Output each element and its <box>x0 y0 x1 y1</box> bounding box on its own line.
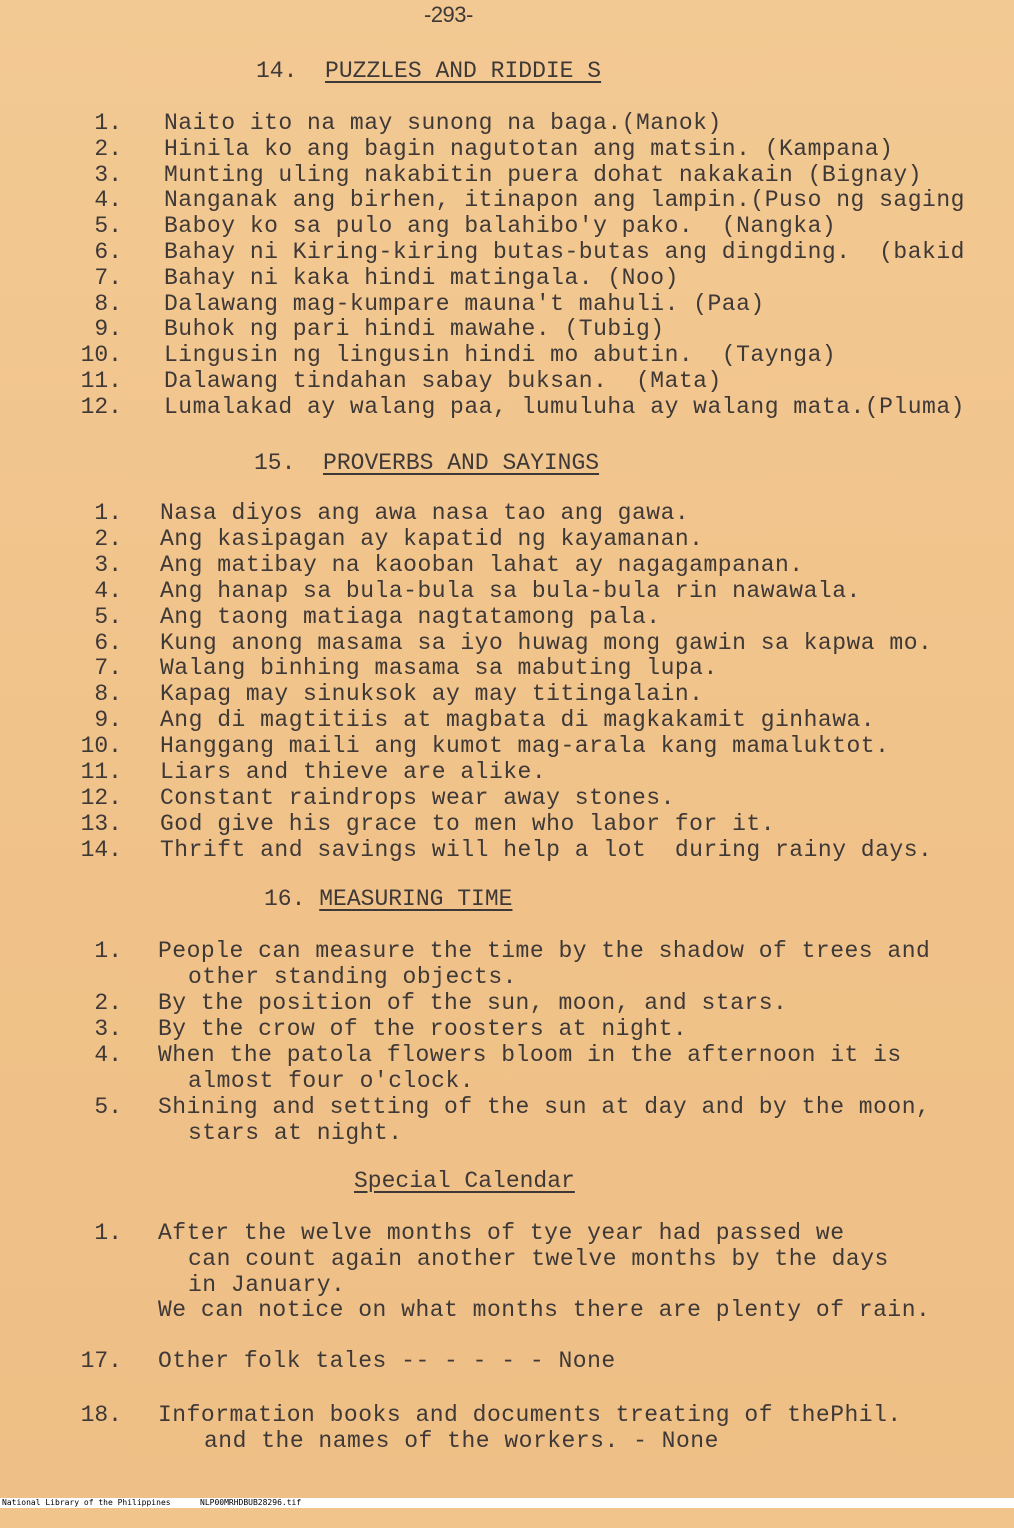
proverb-item-text: Walang binhing masama sa mabuting lupa. <box>160 655 718 682</box>
riddle-item-number: 12. <box>80 393 122 420</box>
measuring-item-number: 4. <box>94 1042 122 1068</box>
measuring-item-continuation: almost four o'clock. <box>188 1068 475 1094</box>
riddle-item-number: 11. <box>80 368 122 394</box>
proverb-item-text: Ang di magtitiis at magbata di magkakamit ginhawa. <box>160 707 876 734</box>
measuring-item-number: 5. <box>94 1094 122 1120</box>
measuring-item-number: 3. <box>94 1016 122 1042</box>
section-15-number: 15. <box>254 450 296 476</box>
proverb-item-text: Nasa diyos ang awa nasa tao ang gawa. <box>160 500 690 526</box>
proverb-item-number: 14. <box>80 836 122 863</box>
proverb-item-text: Ang kasipagan ay kapatid ng kayamanan. <box>160 525 704 552</box>
special-calendar-title: Special Calendar <box>354 1168 575 1194</box>
section-18-line: and the names of the workers. - None <box>204 1428 719 1454</box>
proverb-item-number: 10. <box>80 733 122 760</box>
section-14-heading <box>256 58 601 84</box>
riddle-item-number: 6. <box>94 239 122 265</box>
riddle-item-text: Lumalakad ay walang paa, lumuluha ay walang mata.(Pluma) <box>164 393 965 420</box>
riddle-item-number: 2. <box>94 135 122 162</box>
proverb-item-text: Thrift and savings will help a lot during rainy days. <box>160 836 933 863</box>
footer-filename: NLP00MRHDBUB28296.tif <box>200 1498 302 1507</box>
riddle-item-text: Naito ito na may sunong na baga.(Manok) <box>164 110 722 136</box>
proverb-item-text: Ang taong matiaga nagtatamong pala. <box>160 603 661 630</box>
proverb-item-number: 6. <box>94 629 122 656</box>
calendar-item-line: We can notice on what months there are plenty of rain. <box>158 1297 931 1323</box>
proverb-item-text: Kung anong masama sa iyo huwag mong gawin sa kapwa mo. <box>160 629 933 656</box>
riddle-item-number: 4. <box>94 187 122 214</box>
calendar-item-line: in January. <box>188 1272 346 1298</box>
calendar-item-line: After the welve months of tye year had passed we <box>158 1220 845 1246</box>
section-14-number: 14. <box>256 58 298 84</box>
proverb-item-number: 5. <box>94 603 122 630</box>
measuring-item-text: Shining and setting of the sun at day and by the moon, <box>158 1094 931 1120</box>
proverb-item-number: 9. <box>94 707 122 734</box>
measuring-item-number: 1. <box>94 938 122 964</box>
measuring-item-text: People can measure the time by the shadow of trees and <box>158 938 931 964</box>
proverb-item-number: 12. <box>80 784 122 811</box>
measuring-item-number: 2. <box>94 990 122 1016</box>
measuring-item-text: By the position of the sun, moon, and stars. <box>158 990 788 1016</box>
special-calendar-heading <box>354 1168 575 1194</box>
proverb-item-number: 7. <box>94 655 122 682</box>
scan-footer <box>0 1498 1014 1508</box>
section-16-title: MEASURING TIME <box>319 886 513 912</box>
proverb-item-text: God give his grace to men who labor for it. <box>160 810 775 837</box>
riddle-item-text: Nanganak ang birhen, itinapon ang lampin.(Puso ng saging <box>164 187 965 214</box>
riddle-item-text: Munting uling nakabitin puera dohat nakakain (Bignay) <box>164 161 923 188</box>
riddle-item-number: 1. <box>94 110 122 136</box>
proverb-item-text: Constant raindrops wear away stones. <box>160 784 675 811</box>
section-18-number: 18. <box>80 1402 122 1428</box>
proverb-item-number: 3. <box>94 551 122 578</box>
proverb-item-number: 8. <box>94 681 122 708</box>
riddle-item-number: 7. <box>94 264 122 291</box>
calendar-item-line: can count again another twelve months by the days <box>188 1246 889 1272</box>
section-15-heading <box>254 450 599 476</box>
riddle-item-text: Bahay ni Kiring-kiring butas-butas ang dingding. (bakid <box>164 239 965 265</box>
proverb-item-number: 1. <box>94 500 122 526</box>
riddle-item-number: 8. <box>94 290 122 317</box>
proverb-item-text: Ang hanap sa bula-bula sa bula-bula rin nawawala. <box>160 577 861 604</box>
section-15-title: PROVERBS AND SAYINGS <box>323 450 600 476</box>
proverb-item-number: 4. <box>94 577 122 604</box>
section-17-number: 17. <box>80 1348 122 1374</box>
proverb-item-number: 13. <box>80 810 122 837</box>
riddle-item-text: Baboy ko sa pulo ang balahibo'y pako. (Nangka) <box>164 213 837 240</box>
riddle-item-text: Dalawang mag-kumpare mauna't mahuli. (Paa) <box>164 290 765 317</box>
riddle-item-text: Dalawang tindahan sabay buksan. (Mata) <box>164 368 722 394</box>
measuring-item-continuation: other standing objects. <box>188 964 517 990</box>
proverb-item-number: 2. <box>94 525 122 552</box>
proverb-item-number: 11. <box>80 759 122 785</box>
footer-library: National Library of the Philippines <box>2 1498 171 1507</box>
proverb-item-text: Hanggang maili ang kumot mag-arala kang mamaluktot. <box>160 733 890 760</box>
measuring-item-text: When the patola flowers bloom in the afternoon it is <box>158 1042 902 1068</box>
section-16-number: 16. <box>264 886 306 912</box>
proverb-item-text: Ang matibay na kaooban lahat ay nagagampanan. <box>160 551 804 578</box>
section-17-text: Other folk tales -- - - - - None <box>158 1348 616 1374</box>
riddle-item-text: Hinila ko ang bagin nagutotan ang matsin. (Kampana) <box>164 135 894 162</box>
calendar-item-number: 1. <box>94 1220 122 1246</box>
measuring-item-text: By the crow of the roosters at night. <box>158 1016 688 1042</box>
section-16-heading <box>264 886 512 912</box>
riddle-item-number: 9. <box>94 316 122 343</box>
riddle-item-number: 3. <box>94 161 122 188</box>
section-18-line: Information books and documents treating of thePhil. <box>158 1402 902 1428</box>
riddle-item-number: 10. <box>80 342 122 369</box>
riddle-item-number: 5. <box>94 213 122 240</box>
riddle-item-text: Bahay ni kaka hindi matingala. (Noo) <box>164 264 679 291</box>
page-number: -293- <box>424 2 473 27</box>
proverb-item-text: Liars and thieve are alike. <box>160 759 547 785</box>
proverb-item-text: Kapag may sinuksok ay may titingalain. <box>160 681 704 708</box>
riddle-item-text: Lingusin ng lingusin hindi mo abutin. (Taynga) <box>164 342 837 369</box>
measuring-item-continuation: stars at night. <box>188 1120 403 1146</box>
riddle-item-text: Buhok ng pari hindi mawahe. (Tubig) <box>164 316 665 343</box>
section-14-title: PUZZLES AND RIDDIE S <box>325 58 602 84</box>
